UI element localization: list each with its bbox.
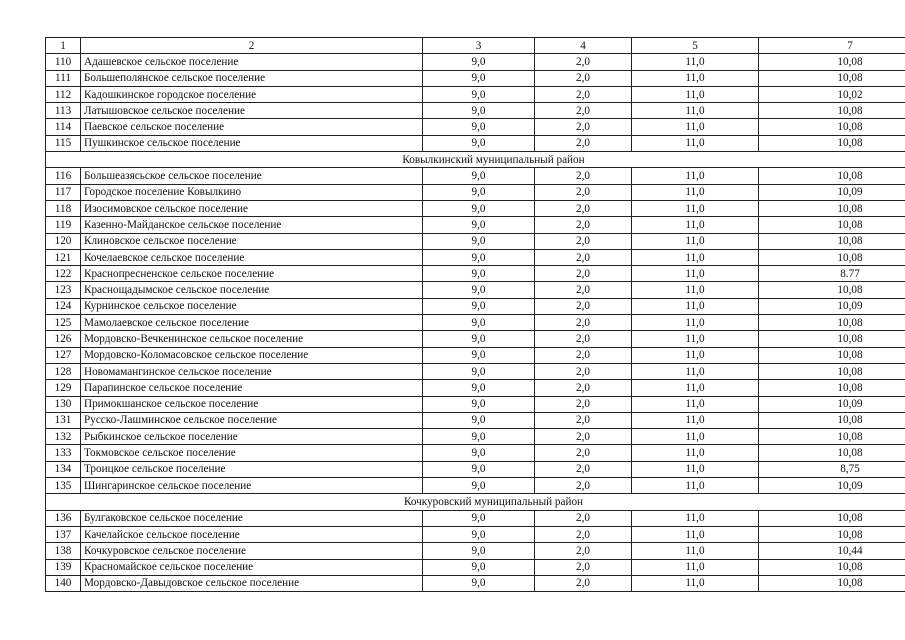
table-row (46, 103, 905, 119)
value-col-3: 9,0 (423, 217, 535, 233)
row-number: 135 (46, 478, 81, 494)
settlement-name: Кочкуровское сельское поселение (81, 543, 423, 559)
value-col-5: 11,0 (632, 217, 759, 233)
settlement-name: Красномайское сельское поселение (81, 559, 423, 575)
row-number: 122 (46, 266, 81, 282)
value-col-3: 9,0 (423, 543, 535, 559)
value-col-5: 11,0 (632, 54, 759, 70)
table-row (46, 510, 905, 526)
value-col-3: 9,0 (423, 526, 535, 542)
value-col-3: 9,0 (423, 282, 535, 298)
table-row (46, 380, 905, 396)
value-col-5: 11,0 (632, 135, 759, 151)
value-col-4: 2,0 (535, 168, 632, 184)
row-number: 113 (46, 103, 81, 119)
row-number: 128 (46, 363, 81, 379)
value-col-3: 9,0 (423, 331, 535, 347)
row-number: 137 (46, 526, 81, 542)
column-number: 5 (632, 38, 759, 54)
value-col-5: 11,0 (632, 119, 759, 135)
table-row (46, 70, 905, 86)
table-row (46, 526, 905, 542)
value-col-4: 2,0 (535, 266, 632, 282)
settlement-name: Адашевское сельское поселение (81, 54, 423, 70)
value-col-7: 10,08 (759, 331, 905, 347)
value-col-3: 9,0 (423, 168, 535, 184)
value-col-7: 10,08 (759, 412, 905, 428)
value-col-5: 11,0 (632, 200, 759, 216)
value-col-4: 2,0 (535, 575, 632, 591)
row-number: 140 (46, 575, 81, 591)
row-number: 132 (46, 429, 81, 445)
value-col-7: 10,08 (759, 233, 905, 249)
table-row (46, 543, 905, 559)
row-number: 129 (46, 380, 81, 396)
district-header-row (46, 152, 905, 168)
value-col-4: 2,0 (535, 249, 632, 265)
value-col-7: 10,44 (759, 543, 905, 559)
value-col-4: 2,0 (535, 380, 632, 396)
settlement-name: Казенно-Майданское сельское поселение (81, 217, 423, 233)
value-col-3: 9,0 (423, 429, 535, 445)
settlement-name: Мамолаевское сельское поселение (81, 315, 423, 331)
row-number: 134 (46, 461, 81, 477)
value-col-3: 9,0 (423, 510, 535, 526)
table-row (46, 478, 905, 494)
value-col-3: 9,0 (423, 478, 535, 494)
settlement-name: Новомамангинское сельское поселение (81, 363, 423, 379)
value-col-7: 10,08 (759, 429, 905, 445)
value-col-5: 11,0 (632, 575, 759, 591)
settlement-name: Русско-Лашминское сельское поселение (81, 412, 423, 428)
value-col-4: 2,0 (535, 396, 632, 412)
value-col-5: 11,0 (632, 298, 759, 314)
table-row (46, 86, 905, 102)
value-col-7: 10,08 (759, 168, 905, 184)
table-row (46, 445, 905, 461)
value-col-7: 10,08 (759, 347, 905, 363)
district-header-row (46, 494, 905, 510)
value-col-3: 9,0 (423, 135, 535, 151)
table-row (46, 363, 905, 379)
value-col-5: 11,0 (632, 461, 759, 477)
row-number: 118 (46, 200, 81, 216)
value-col-4: 2,0 (535, 543, 632, 559)
column-number: 7 (759, 38, 905, 54)
table-row (46, 168, 905, 184)
table-row (46, 233, 905, 249)
value-col-3: 9,0 (423, 233, 535, 249)
settlement-name: Качелайское сельское поселение (81, 526, 423, 542)
value-col-3: 9,0 (423, 445, 535, 461)
settlement-name: Краснощадымское сельское поселение (81, 282, 423, 298)
value-col-5: 11,0 (632, 315, 759, 331)
value-col-4: 2,0 (535, 200, 632, 216)
value-col-4: 2,0 (535, 429, 632, 445)
table-row (46, 347, 905, 363)
value-col-4: 2,0 (535, 461, 632, 477)
table-body (46, 38, 905, 592)
row-number: 133 (46, 445, 81, 461)
value-col-4: 2,0 (535, 478, 632, 494)
value-col-4: 2,0 (535, 412, 632, 428)
value-col-5: 11,0 (632, 266, 759, 282)
value-col-4: 2,0 (535, 103, 632, 119)
value-col-7: 10,02 (759, 86, 905, 102)
value-col-5: 11,0 (632, 559, 759, 575)
value-col-4: 2,0 (535, 184, 632, 200)
value-col-7: 10,08 (759, 363, 905, 379)
value-col-4: 2,0 (535, 331, 632, 347)
settlement-name: Парапинское сельское поселение (81, 380, 423, 396)
value-col-5: 11,0 (632, 429, 759, 445)
value-col-3: 9,0 (423, 347, 535, 363)
value-col-5: 11,0 (632, 412, 759, 428)
value-col-3: 9,0 (423, 103, 535, 119)
value-col-4: 2,0 (535, 559, 632, 575)
value-col-7: 10,08 (759, 559, 905, 575)
table-row (46, 119, 905, 135)
row-number: 112 (46, 86, 81, 102)
row-number: 125 (46, 315, 81, 331)
value-col-3: 9,0 (423, 363, 535, 379)
row-number: 110 (46, 54, 81, 70)
value-col-3: 9,0 (423, 380, 535, 396)
table-row (46, 412, 905, 428)
value-col-7: 10,08 (759, 526, 905, 542)
value-col-5: 11,0 (632, 168, 759, 184)
settlement-name: Клиновское сельское поселение (81, 233, 423, 249)
value-col-3: 9,0 (423, 396, 535, 412)
value-col-7: 10,08 (759, 282, 905, 298)
value-col-5: 11,0 (632, 249, 759, 265)
value-col-5: 11,0 (632, 543, 759, 559)
table-row (46, 461, 905, 477)
value-col-5: 11,0 (632, 70, 759, 86)
value-col-3: 9,0 (423, 412, 535, 428)
value-col-4: 2,0 (535, 54, 632, 70)
value-col-4: 2,0 (535, 445, 632, 461)
column-number: 3 (423, 38, 535, 54)
settlement-table (45, 37, 905, 592)
value-col-5: 11,0 (632, 86, 759, 102)
value-col-7: 10,08 (759, 575, 905, 591)
value-col-4: 2,0 (535, 315, 632, 331)
table-row (46, 282, 905, 298)
value-col-3: 9,0 (423, 575, 535, 591)
value-col-7: 10,08 (759, 200, 905, 216)
settlement-name: Троицкое сельское поселение (81, 461, 423, 477)
value-col-7: 8.77 (759, 266, 905, 282)
value-col-4: 2,0 (535, 70, 632, 86)
table-row (46, 184, 905, 200)
settlement-name: Паевское сельское поселение (81, 119, 423, 135)
row-number: 111 (46, 70, 81, 86)
settlement-name: Большеазясьское сельское поселение (81, 168, 423, 184)
settlement-name: Токмовское сельское поселение (81, 445, 423, 461)
settlement-name: Мордовско-Давыдовское сельское поселение (81, 575, 423, 591)
settlement-name: Рыбкинское сельское поселение (81, 429, 423, 445)
row-number: 127 (46, 347, 81, 363)
settlement-name: Кочелаевское сельское поселение (81, 249, 423, 265)
column-number: 1 (46, 38, 81, 54)
settlement-name: Пушкинское сельское поселение (81, 135, 423, 151)
value-col-7: 10,08 (759, 103, 905, 119)
row-number: 120 (46, 233, 81, 249)
district-title: Ковылкинский муниципальный район (46, 152, 905, 168)
row-number: 114 (46, 119, 81, 135)
value-col-3: 9,0 (423, 200, 535, 216)
value-col-5: 11,0 (632, 526, 759, 542)
value-col-5: 11,0 (632, 184, 759, 200)
settlement-name: Кадошкинское городское поселение (81, 86, 423, 102)
value-col-5: 11,0 (632, 233, 759, 249)
table-row (46, 396, 905, 412)
settlement-name: Латышовское сельское поселение (81, 103, 423, 119)
row-number: 116 (46, 168, 81, 184)
value-col-3: 9,0 (423, 70, 535, 86)
value-col-3: 9,0 (423, 266, 535, 282)
settlement-name: Курнинское сельское поселение (81, 298, 423, 314)
value-col-7: 10,08 (759, 315, 905, 331)
row-number: 117 (46, 184, 81, 200)
value-col-7: 10,09 (759, 184, 905, 200)
settlement-name: Изосимовское сельское поселение (81, 200, 423, 216)
value-col-3: 9,0 (423, 298, 535, 314)
district-title: Кочкуровский муниципальный район (46, 494, 905, 510)
value-col-5: 11,0 (632, 445, 759, 461)
row-number: 115 (46, 135, 81, 151)
settlement-name: Мордовско-Коломасовское сельское поселение (81, 347, 423, 363)
value-col-5: 11,0 (632, 510, 759, 526)
table-row (46, 559, 905, 575)
value-col-4: 2,0 (535, 233, 632, 249)
table-row (46, 200, 905, 216)
settlement-name: Булгаковское сельское поселение (81, 510, 423, 526)
value-col-4: 2,0 (535, 217, 632, 233)
value-col-5: 11,0 (632, 380, 759, 396)
value-col-3: 9,0 (423, 184, 535, 200)
value-col-3: 9,0 (423, 559, 535, 575)
value-col-4: 2,0 (535, 363, 632, 379)
value-col-5: 11,0 (632, 347, 759, 363)
value-col-4: 2,0 (535, 510, 632, 526)
value-col-7: 10,08 (759, 217, 905, 233)
value-col-7: 10,09 (759, 396, 905, 412)
value-col-4: 2,0 (535, 526, 632, 542)
value-col-4: 2,0 (535, 298, 632, 314)
settlement-name: Мордовско-Вечкенинское сельское поселение (81, 331, 423, 347)
row-number: 139 (46, 559, 81, 575)
value-col-4: 2,0 (535, 282, 632, 298)
row-number: 119 (46, 217, 81, 233)
value-col-3: 9,0 (423, 249, 535, 265)
row-number: 136 (46, 510, 81, 526)
settlement-name: Примокшанское сельское поселение (81, 396, 423, 412)
row-number: 138 (46, 543, 81, 559)
value-col-3: 9,0 (423, 315, 535, 331)
value-col-5: 11,0 (632, 478, 759, 494)
value-col-7: 10,08 (759, 119, 905, 135)
value-col-4: 2,0 (535, 119, 632, 135)
table-row (46, 266, 905, 282)
settlement-name: Краснопресненское сельское поселение (81, 266, 423, 282)
value-col-5: 11,0 (632, 282, 759, 298)
settlement-name: Городское поселение Ковылкино (81, 184, 423, 200)
row-number: 123 (46, 282, 81, 298)
value-col-3: 9,0 (423, 119, 535, 135)
row-number: 121 (46, 249, 81, 265)
value-col-3: 9,0 (423, 461, 535, 477)
value-col-5: 11,0 (632, 396, 759, 412)
value-col-5: 11,0 (632, 331, 759, 347)
value-col-3: 9,0 (423, 54, 535, 70)
table-row (46, 298, 905, 314)
table-row (46, 249, 905, 265)
value-col-7: 10,08 (759, 249, 905, 265)
value-col-3: 9,0 (423, 86, 535, 102)
value-col-7: 10,08 (759, 70, 905, 86)
table-row (46, 315, 905, 331)
value-col-7: 10,08 (759, 380, 905, 396)
table-row (46, 331, 905, 347)
table-row (46, 135, 905, 151)
row-number: 131 (46, 412, 81, 428)
table-row (46, 54, 905, 70)
column-number-row (46, 38, 905, 54)
value-col-7: 10,08 (759, 510, 905, 526)
settlement-name: Большеполянское сельское поселение (81, 70, 423, 86)
row-number: 130 (46, 396, 81, 412)
table-row (46, 575, 905, 591)
value-col-4: 2,0 (535, 135, 632, 151)
value-col-7: 8,75 (759, 461, 905, 477)
value-col-7: 10,08 (759, 445, 905, 461)
table-row (46, 217, 905, 233)
row-number: 126 (46, 331, 81, 347)
value-col-7: 10,08 (759, 54, 905, 70)
value-col-5: 11,0 (632, 363, 759, 379)
row-number: 124 (46, 298, 81, 314)
column-number: 2 (81, 38, 423, 54)
column-number: 4 (535, 38, 632, 54)
value-col-7: 10,09 (759, 478, 905, 494)
value-col-4: 2,0 (535, 86, 632, 102)
table-row (46, 429, 905, 445)
value-col-7: 10,08 (759, 135, 905, 151)
value-col-7: 10,09 (759, 298, 905, 314)
value-col-4: 2,0 (535, 347, 632, 363)
settlement-name: Шингаринское сельское поселение (81, 478, 423, 494)
value-col-5: 11,0 (632, 103, 759, 119)
